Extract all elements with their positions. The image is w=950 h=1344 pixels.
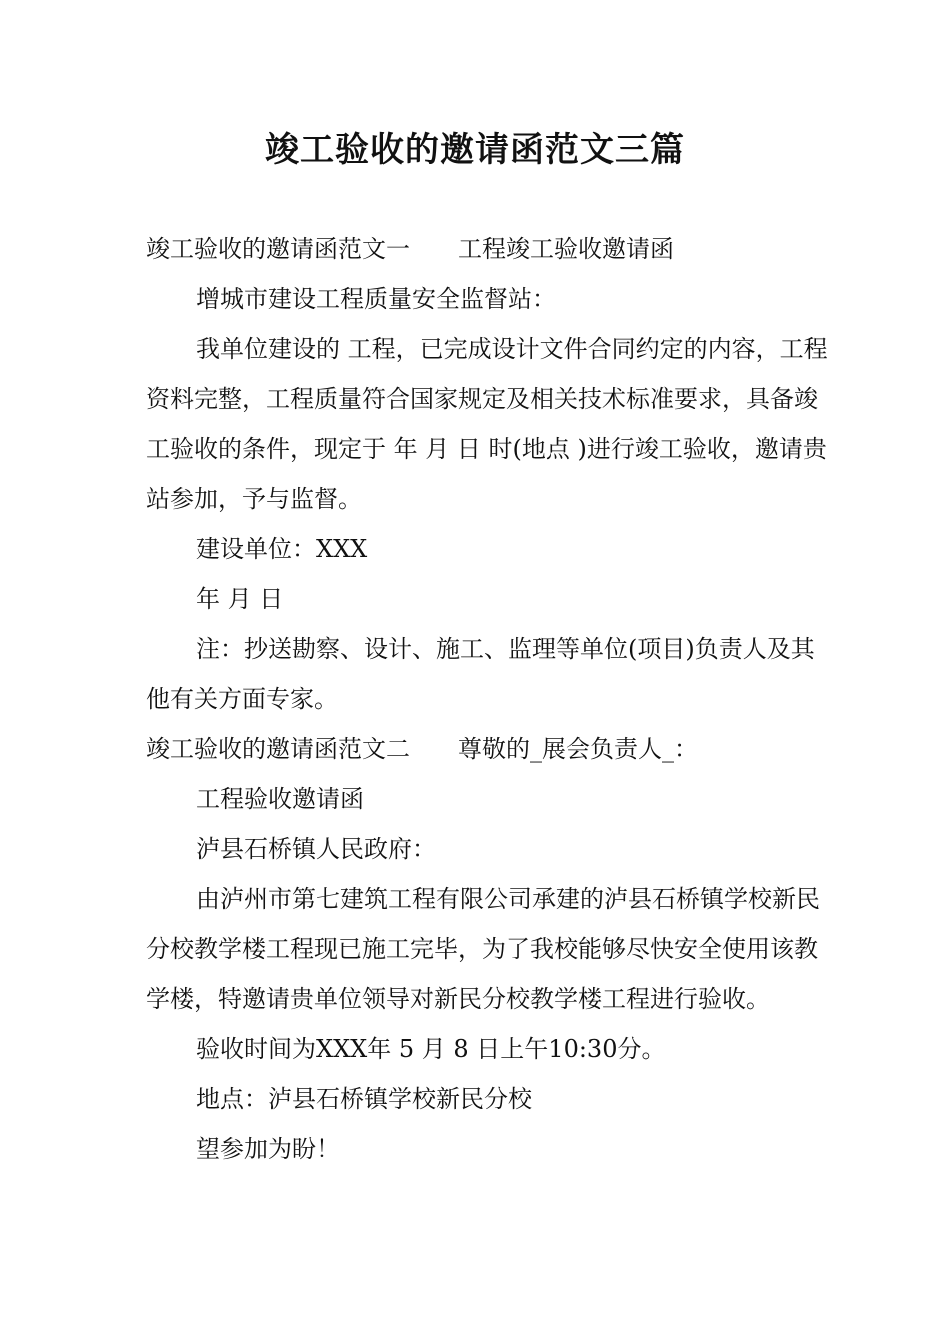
section-2-time: 验收时间为XXX年 5 月 8 日上午10:30分。 bbox=[196, 1035, 666, 1063]
section-2-body: 由泸州市第七建筑工程有限公司承建的泸县石桥镇学校新民分校教学楼工程现已施工完毕，为了我校能够尽快安全使用该教学楼，特邀请贵单位领导对新民分校教学楼工程进行验收。 bbox=[146, 885, 820, 1013]
section-2-subheading: 尊敬的_展会负责人_： bbox=[458, 735, 698, 763]
section-1-signer: 建设单位：XXX bbox=[196, 535, 368, 563]
section-1-date: 年 月 日 bbox=[196, 585, 284, 613]
section-1-note: 注：抄送勘察、设计、施工、监理等单位(项目)负责人及其他有关方面专家。 bbox=[146, 635, 815, 713]
section-2-addressee: 泸县石桥镇人民政府： bbox=[196, 835, 436, 863]
section-2-letter-title: 工程验收邀请函 bbox=[196, 785, 364, 813]
section-2-place: 地点：泸县石桥镇学校新民分校 bbox=[196, 1085, 532, 1113]
section-2-heading-line bbox=[146, 724, 836, 774]
document-body bbox=[146, 224, 836, 1174]
section-1-heading-line bbox=[146, 224, 836, 274]
section-1-body: 我单位建设的 工程，已完成设计文件合同约定的内容，工程资料完整，工程质量符合国家规定及相关技术标准要求，具备竣工验收的条件，现定于 年 月 日 时(地点 )进行竣工验收，邀请贵站参加，予与监督。 bbox=[146, 335, 828, 513]
section-1-subheading: 工程竣工验收邀请函 bbox=[458, 235, 674, 263]
document-title: 竣工验收的邀请函范文三篇 bbox=[265, 130, 685, 170]
section-1-heading: 竣工验收的邀请函范文一 bbox=[146, 235, 410, 263]
section-2-heading: 竣工验收的邀请函范文二 bbox=[146, 735, 410, 763]
section-2-closing: 望参加为盼！ bbox=[196, 1135, 340, 1163]
section-1-addressee: 增城市建设工程质量安全监督站： bbox=[196, 285, 556, 313]
